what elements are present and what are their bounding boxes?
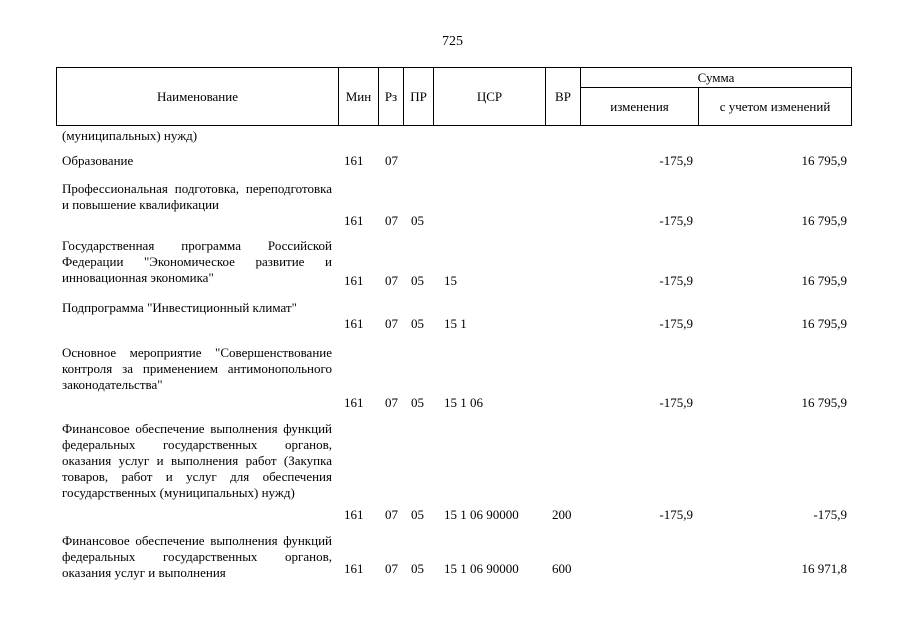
row-total: 16 795,9 [801,316,847,331]
row-rz: 07 [385,153,398,168]
header-change: изменения [581,88,699,126]
header-rz: Рз [379,68,404,126]
row-name: Финансовое обеспечение выполнения функций федеральных государственных органов, оказания услуг и выполнения [62,533,332,580]
header-vr: ВР [546,68,581,126]
row-min: 161 [344,507,364,522]
row-total: 16 971,8 [801,561,847,576]
row-rz: 07 [385,273,398,288]
row-name: Основное мероприятие "Совершенствование контроля за применением антимонопольного законодательства" [62,345,332,392]
row-min: 161 [344,395,364,410]
row-change: -175,9 [659,213,693,228]
row-total: -175,9 [813,507,847,522]
row-change: -175,9 [659,316,693,331]
row-min: 161 [344,153,364,168]
header-csr: ЦСР [434,68,546,126]
row-rz: 07 [385,507,398,522]
row-min: 161 [344,316,364,331]
header-pr: ПР [404,68,434,126]
row-pr: 05 [411,561,424,576]
row-min: 161 [344,213,364,228]
row-vr: 600 [552,561,572,576]
row-name: Государственная программа Российской Федерации "Экономическое развитие и инновационная экономика" [62,238,332,285]
row-vr: 200 [552,507,572,522]
row-total: 16 795,9 [801,153,847,168]
page-number: 725 [442,34,463,49]
row-min: 161 [344,273,364,288]
row-csr: 15 1 [444,316,467,331]
row-name: Финансовое обеспечение выполнения функций федеральных государственных органов, оказания услуг и выполнения работ (Закупка товаров, работ и услуг для обеспечения государственных (муниципальных) нужд) [62,421,332,500]
header-min: Мин [339,68,379,126]
row-pr: 05 [411,213,424,228]
row-rz: 07 [385,395,398,410]
row-rz: 07 [385,561,398,576]
row-change: -175,9 [659,273,693,288]
row-pr: 05 [411,395,424,410]
row-total: 16 795,9 [801,395,847,410]
row-pr: 05 [411,273,424,288]
row-csr: 15 [444,273,457,288]
row-total: 16 795,9 [801,213,847,228]
row-change: -175,9 [659,507,693,522]
row-pr: 05 [411,507,424,522]
row-name: Профессиональная подготовка, переподготовка и повышение квалификации [62,181,332,212]
row-name: Образование [62,153,134,168]
row-change: -175,9 [659,395,693,410]
row-csr: 15 1 06 90000 [444,561,519,576]
row-pr: 05 [411,316,424,331]
header-with-changes: с учетом изменений [699,88,852,126]
header-name: Наименование [57,68,339,126]
continuation-text: (муниципальных) нужд) [62,128,198,143]
row-rz: 07 [385,316,398,331]
row-csr: 15 1 06 [444,395,483,410]
header-sum: Сумма [581,68,852,88]
row-total: 16 795,9 [801,273,847,288]
row-name: Подпрограмма "Инвестиционный климат" [62,300,297,315]
row-rz: 07 [385,213,398,228]
row-csr: 15 1 06 90000 [444,507,519,522]
row-min: 161 [344,561,364,576]
row-change: -175,9 [659,153,693,168]
